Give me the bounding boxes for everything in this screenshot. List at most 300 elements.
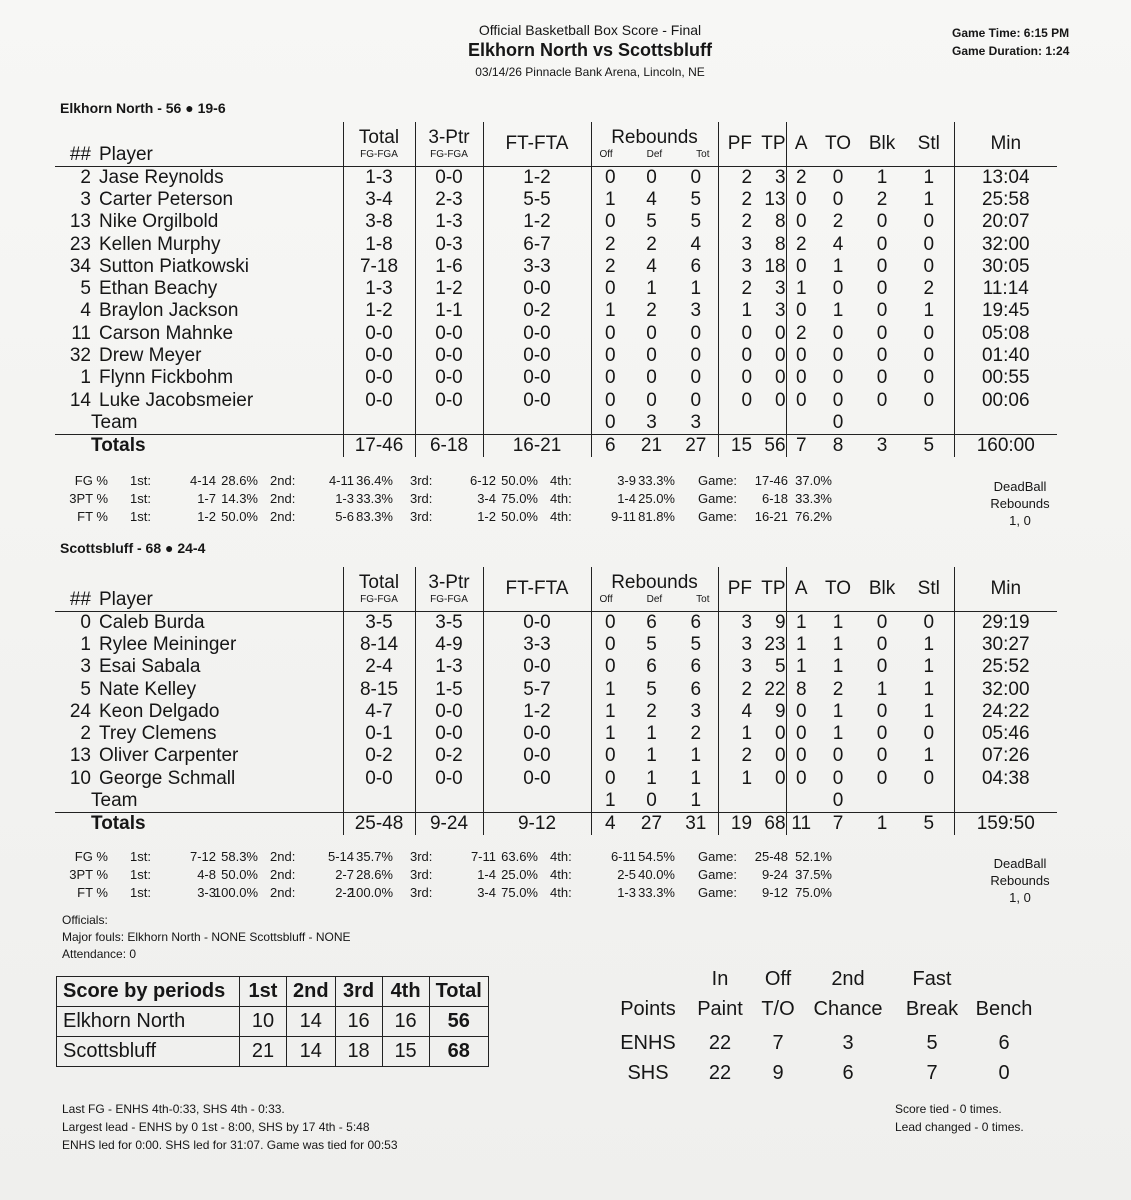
column-header xyxy=(718,122,752,166)
assists: 0 xyxy=(786,300,816,322)
minutes: 01:40 xyxy=(954,345,1057,367)
fg: 0-1 xyxy=(343,723,415,745)
fouls xyxy=(718,412,752,435)
points-cell: Paint xyxy=(697,998,743,1020)
period-header: Total xyxy=(429,977,488,1007)
period-score-row xyxy=(57,1007,489,1037)
assists: 0 xyxy=(786,367,816,389)
minutes: 05:08 xyxy=(954,323,1057,345)
points-cell: ENHS xyxy=(620,1032,676,1054)
column-header xyxy=(786,567,816,611)
percentage-row xyxy=(70,490,850,508)
percentage-cell: FG % xyxy=(74,473,108,488)
percentage-cell: 6-12 xyxy=(469,473,496,488)
percentage-cell: 50.0% xyxy=(501,509,538,524)
steals: 0 xyxy=(923,367,935,389)
header-label: Player xyxy=(99,143,153,165)
fg: 0-0 xyxy=(343,768,415,790)
points: 0 xyxy=(774,767,786,789)
three-pt xyxy=(415,412,483,435)
header-label: 3-Ptr xyxy=(428,126,470,148)
total-fg: 17-46 xyxy=(343,435,415,458)
assists: 0 xyxy=(786,256,816,278)
fouls: 1 xyxy=(718,723,752,745)
header-label: Total xyxy=(358,571,400,593)
turnovers: 2 xyxy=(832,678,844,700)
turnovers: 0 xyxy=(832,188,844,210)
blocks xyxy=(860,790,904,813)
jersey-number: 2 xyxy=(80,723,91,745)
jersey-number: 13 xyxy=(69,745,91,767)
minutes xyxy=(954,412,1057,435)
minutes: 04:38 xyxy=(954,768,1057,790)
header-row xyxy=(55,122,1057,166)
fouls: 0 xyxy=(718,389,752,411)
percentage-cell: 2nd: xyxy=(270,885,296,900)
fouls: 3 xyxy=(718,634,752,656)
player-rows xyxy=(55,166,1057,457)
points: 3 xyxy=(774,166,786,188)
fouls: 3 xyxy=(718,611,752,634)
header-label: TO xyxy=(824,577,852,599)
three-pt: 2-3 xyxy=(415,189,483,211)
score-tied: Score tied - 0 times. xyxy=(895,1102,1002,1116)
column-header xyxy=(91,567,343,611)
tot-reb: 6 xyxy=(690,656,702,678)
fouls xyxy=(718,790,752,813)
minutes: 20:07 xyxy=(954,211,1057,233)
jersey-number: 3 xyxy=(80,188,91,210)
jersey-number: 34 xyxy=(69,255,91,277)
fouls: 0 xyxy=(718,367,752,389)
player-row xyxy=(55,611,1057,634)
jersey-number: 11 xyxy=(71,322,91,344)
percentage-cell: 33.3% xyxy=(638,473,675,488)
blocks: 0 xyxy=(876,767,888,789)
percentage-cell: 75.0% xyxy=(501,491,538,506)
def-reb: 6 xyxy=(646,611,657,633)
assists: 8 xyxy=(786,678,816,700)
turnovers: 0 xyxy=(832,389,844,411)
header-label: PF xyxy=(727,577,753,599)
header-label: FG-FGA xyxy=(360,148,398,160)
turnovers: 1 xyxy=(832,656,844,678)
fouls: 2 xyxy=(718,745,752,767)
percentage-cell: 4-14 xyxy=(189,473,216,488)
percentage-cell: Game: xyxy=(698,473,738,488)
tot-reb: 6 xyxy=(690,611,702,633)
blocks: 1 xyxy=(876,166,888,188)
jersey-number: 14 xyxy=(69,389,91,411)
steals: 0 xyxy=(923,255,935,277)
column-header xyxy=(752,567,786,611)
percentage-cell: 5-14 xyxy=(327,849,354,864)
player-row xyxy=(55,367,1057,389)
points-cell: 6 xyxy=(842,1062,854,1084)
away-deadball-rebounds: DeadBall Rebounds 1, 0 xyxy=(990,856,1050,905)
blocks: 0 xyxy=(876,700,888,722)
tot-reb: 0 xyxy=(690,322,702,344)
fg: 1-2 xyxy=(343,300,415,322)
percentage-cell: 4-8 xyxy=(197,867,216,882)
tot-reb: 1 xyxy=(690,278,702,300)
percentage-cell: 2nd: xyxy=(270,509,296,524)
player-row xyxy=(55,345,1057,367)
total-fouls: 19 xyxy=(718,813,752,836)
minutes: 07:26 xyxy=(954,745,1057,767)
jersey-number: 23 xyxy=(69,233,91,255)
player-name: Drew Meyer xyxy=(99,345,202,367)
percentage-cell: 4th: xyxy=(550,867,572,882)
ft: 1-2 xyxy=(483,701,591,723)
three-pt: 4-9 xyxy=(415,634,483,656)
percentage-cell: 2nd: xyxy=(270,849,296,864)
header-label: ## xyxy=(69,143,91,165)
points: 23 xyxy=(764,633,786,655)
game-notes xyxy=(62,1100,398,1154)
tot-reb: 4 xyxy=(690,233,702,255)
percentage-cell: 37.5% xyxy=(795,867,832,882)
points-cell: Fast xyxy=(912,968,952,990)
document-header xyxy=(380,22,800,79)
total-turnovers: 7 xyxy=(816,813,860,836)
player-row xyxy=(55,389,1057,411)
percentage-cell: 54.5% xyxy=(638,849,675,864)
total-player-name: Totals xyxy=(91,435,343,458)
assists: 2 xyxy=(786,323,816,345)
home-shooting-percentages xyxy=(70,472,850,526)
player-row xyxy=(55,211,1057,233)
def-reb: 2 xyxy=(646,233,657,255)
fouls: 2 xyxy=(718,189,752,211)
points-cell: 9 xyxy=(772,1062,784,1084)
team-name: Elkhorn North xyxy=(57,1007,240,1037)
header-label: Rebounds xyxy=(611,126,698,148)
percentage-cell: 36.4% xyxy=(356,473,393,488)
blocks: 0 xyxy=(876,345,888,367)
tot-reb: 0 xyxy=(690,345,702,367)
totals-row xyxy=(55,435,1057,458)
fg: 1-3 xyxy=(343,278,415,300)
percentage-cell: 75.0% xyxy=(795,885,832,900)
minutes: 30:27 xyxy=(954,634,1057,656)
header-label: TP xyxy=(761,577,786,599)
percentage-cell: 7-12 xyxy=(189,849,216,864)
minutes: 25:52 xyxy=(954,656,1057,678)
ft: 0-0 xyxy=(483,723,591,745)
turnovers: 2 xyxy=(832,211,844,233)
percentage-cell: 1-3 xyxy=(617,885,636,900)
away-shooting-percentages xyxy=(70,848,850,902)
percentage-cell: 17-46 xyxy=(754,473,788,488)
points-cell: 22 xyxy=(708,1032,732,1054)
percentage-cell: 40.0% xyxy=(638,867,675,882)
percentage-cell: 3rd: xyxy=(410,885,433,900)
points-cell: In xyxy=(711,968,729,990)
points: 0 xyxy=(774,723,786,745)
fouls: 2 xyxy=(718,278,752,300)
total-three-pt: 9-24 xyxy=(415,813,483,836)
percentage-cell: 25.0% xyxy=(638,491,675,506)
percentage-cell: Game: xyxy=(698,509,738,524)
blocks: 0 xyxy=(876,611,888,633)
def-reb: 5 xyxy=(646,678,657,700)
ft: 3-3 xyxy=(483,256,591,278)
period-score: 16 xyxy=(335,1007,382,1037)
period-score-row xyxy=(57,1037,489,1067)
percentage-cell: 3-9 xyxy=(617,473,636,488)
jersey-number: 0 xyxy=(80,611,91,633)
fg xyxy=(343,412,415,435)
assists xyxy=(786,412,816,435)
steals: 0 xyxy=(923,322,935,344)
fouls: 4 xyxy=(718,701,752,723)
jersey-number: 13 xyxy=(69,211,91,233)
off-reb: 2 xyxy=(591,233,629,255)
jersey-number: 32 xyxy=(69,345,91,367)
assists: 1 xyxy=(786,656,816,678)
three-pt: 1-3 xyxy=(415,656,483,678)
header-label: A xyxy=(794,577,808,599)
assists: 0 xyxy=(786,189,816,211)
player-name: Keon Delgado xyxy=(99,700,220,722)
steals: 1 xyxy=(923,166,935,188)
points-cell: 7 xyxy=(926,1062,938,1084)
percentage-cell: Game: xyxy=(698,491,738,506)
minutes: 05:46 xyxy=(954,723,1057,745)
three-pt: 0-0 xyxy=(415,323,483,345)
fouls: 2 xyxy=(718,166,752,189)
percentage-cell: 14.3% xyxy=(221,491,258,506)
total-minutes: 160:00 xyxy=(954,435,1057,458)
header-label: TP xyxy=(761,132,786,154)
percentage-cell: 5-6 xyxy=(335,509,354,524)
percentage-cell: 76.2% xyxy=(795,509,832,524)
ft: 0-0 xyxy=(483,611,591,634)
home-team-title: Elkhorn North - 56 ● 19-6 xyxy=(60,100,226,116)
steals: 0 xyxy=(923,767,935,789)
period-header: 4th xyxy=(382,977,429,1007)
percentage-cell: 58.3% xyxy=(221,849,258,864)
percentage-cell: 1st: xyxy=(130,509,151,524)
three-pt: 0-3 xyxy=(415,233,483,255)
steals: 0 xyxy=(923,345,935,367)
player-row xyxy=(55,745,1057,767)
def-reb: 0 xyxy=(646,345,657,367)
points: 0 xyxy=(774,367,786,389)
three-pt: 0-0 xyxy=(415,367,483,389)
blocks: 0 xyxy=(876,389,888,411)
player-name: George Schmall xyxy=(99,767,236,789)
header-label: Min xyxy=(990,577,1022,599)
steals xyxy=(904,790,954,813)
total-def-reb: 21 xyxy=(629,435,674,458)
away-box-score-table xyxy=(55,567,1057,835)
percentage-cell: 28.6% xyxy=(356,867,393,882)
tot-reb: 1 xyxy=(690,745,702,767)
fg: 0-2 xyxy=(343,745,415,767)
ft: 5-7 xyxy=(483,678,591,700)
column-header xyxy=(954,122,1057,166)
steals: 2 xyxy=(923,278,935,300)
player-row xyxy=(55,634,1057,656)
total-ft: 16-21 xyxy=(483,435,591,458)
player-name: Sutton Piatkowski xyxy=(99,255,249,277)
player-name: Flynn Fickbohm xyxy=(99,367,234,389)
points: 9 xyxy=(774,611,786,633)
points-cell: 3 xyxy=(842,1032,854,1054)
turnovers: 1 xyxy=(832,300,844,322)
header-label: TO xyxy=(824,132,852,154)
percentage-cell: 2-5 xyxy=(617,867,636,882)
off-reb: 0 xyxy=(591,745,629,767)
minutes: 00:06 xyxy=(954,389,1057,411)
fouls: 2 xyxy=(718,211,752,233)
total-jersey-number xyxy=(55,813,91,836)
ft: 6-7 xyxy=(483,233,591,255)
blocks: 0 xyxy=(876,322,888,344)
player-row xyxy=(55,656,1057,678)
three-pt: 1-6 xyxy=(415,256,483,278)
points xyxy=(752,412,786,435)
blocks: 0 xyxy=(876,211,888,233)
fg xyxy=(343,790,415,813)
off-reb: 1 xyxy=(591,189,629,211)
column-header xyxy=(860,567,904,611)
tot-reb: 0 xyxy=(690,367,702,389)
player-name: Ethan Beachy xyxy=(99,278,218,300)
tot-reb: 2 xyxy=(690,723,702,745)
player-name: Team xyxy=(91,790,138,812)
percentage-cell: 7-11 xyxy=(470,849,496,864)
percentage-cell: 28.6% xyxy=(221,473,258,488)
total-turnovers: 8 xyxy=(816,435,860,458)
percentage-cell: 33.3% xyxy=(638,885,675,900)
percentage-cell: 4th: xyxy=(550,491,572,506)
percentage-cell: 2nd: xyxy=(270,867,296,882)
three-pt: 0-0 xyxy=(415,345,483,367)
fouls: 3 xyxy=(718,256,752,278)
def-reb: 1 xyxy=(646,278,657,300)
header-label: ## xyxy=(69,588,91,610)
time-led: ENHS led for 0:00. SHS led for 31:07. Game was tied for 00:53 xyxy=(62,1138,398,1152)
period-score: 18 xyxy=(335,1037,382,1067)
table-header xyxy=(55,567,1057,611)
ft: 3-3 xyxy=(483,634,591,656)
points: 5 xyxy=(774,656,786,678)
tot-reb: 1 xyxy=(690,767,702,789)
percentage-cell: 3PT % xyxy=(69,491,108,506)
fg: 7-18 xyxy=(343,256,415,278)
team-row xyxy=(55,412,1057,435)
away-team-title: Scottsbluff - 68 ● 24-4 xyxy=(60,540,206,556)
percentage-row xyxy=(70,472,850,490)
blocks: 0 xyxy=(876,633,888,655)
blocks xyxy=(860,412,904,435)
blocks: 0 xyxy=(876,233,888,255)
points: 0 xyxy=(774,389,786,411)
percentage-cell: 50.0% xyxy=(221,509,258,524)
total-ft: 9-12 xyxy=(483,813,591,836)
period-header: 1st xyxy=(240,977,287,1007)
total-jersey-number xyxy=(55,435,91,458)
total-steals: 5 xyxy=(904,435,954,458)
turnovers: 0 xyxy=(832,411,844,433)
player-name: Luke Jacobsmeier xyxy=(99,389,254,411)
assists: 0 xyxy=(786,389,816,411)
header-label: FG-FGA xyxy=(430,148,468,160)
player-row xyxy=(55,768,1057,790)
percentage-cell: 37.0% xyxy=(795,473,832,488)
fg: 3-8 xyxy=(343,211,415,233)
def-reb: 1 xyxy=(646,767,657,789)
fouls: 2 xyxy=(718,678,752,700)
points: 18 xyxy=(764,255,786,277)
turnovers: 0 xyxy=(832,745,844,767)
three-pt: 0-0 xyxy=(415,768,483,790)
def-reb: 3 xyxy=(646,411,657,433)
three-pt: 1-3 xyxy=(415,211,483,233)
blocks: 0 xyxy=(876,656,888,678)
percentage-cell: 4th: xyxy=(550,473,572,488)
assists: 0 xyxy=(786,345,816,367)
column-header xyxy=(591,567,718,611)
column-header xyxy=(55,122,91,166)
three-pt: 1-1 xyxy=(415,300,483,322)
percentage-row xyxy=(70,508,850,526)
steals: 0 xyxy=(923,389,935,411)
jersey-number: 5 xyxy=(80,278,91,300)
score-by-periods-table xyxy=(56,976,489,1067)
fg: 0-0 xyxy=(343,345,415,367)
points-cell: 0 xyxy=(998,1062,1010,1084)
rebound-subheaders xyxy=(592,594,718,606)
points: 0 xyxy=(774,745,786,767)
turnovers: 1 xyxy=(832,611,844,633)
fouls: 3 xyxy=(718,656,752,678)
header-label: Def xyxy=(646,593,663,605)
total-player-name: Totals xyxy=(91,813,343,836)
percentage-cell: 52.1% xyxy=(795,849,832,864)
percentage-cell: 100.0% xyxy=(348,885,393,900)
off-reb: 0 xyxy=(591,345,629,367)
total-steals: 5 xyxy=(904,813,954,836)
minutes: 24:22 xyxy=(954,701,1057,723)
three-pt: 0-2 xyxy=(415,745,483,767)
column-header xyxy=(954,567,1057,611)
percentage-cell: 81.8% xyxy=(638,509,675,524)
points-row xyxy=(612,1032,1072,1062)
points: 3 xyxy=(774,278,786,300)
minutes: 11:14 xyxy=(954,278,1057,300)
jersey-number xyxy=(55,790,91,813)
points: 9 xyxy=(774,700,786,722)
points-cell: T/O xyxy=(761,998,795,1020)
total-points: 56 xyxy=(752,435,786,458)
total-assists: 7 xyxy=(786,435,816,458)
percentage-cell: 9-11 xyxy=(610,509,636,524)
rebound-subheaders xyxy=(592,149,718,161)
off-reb: 2 xyxy=(591,256,629,278)
fg: 0-0 xyxy=(343,323,415,345)
points: 3 xyxy=(774,300,786,322)
ft: 0-0 xyxy=(483,278,591,300)
period-header: 3rd xyxy=(335,977,382,1007)
jersey-number: 3 xyxy=(80,656,91,678)
player-rows xyxy=(55,611,1057,835)
player-name: Nike Orgilbold xyxy=(99,211,219,233)
turnovers: 1 xyxy=(832,255,844,277)
